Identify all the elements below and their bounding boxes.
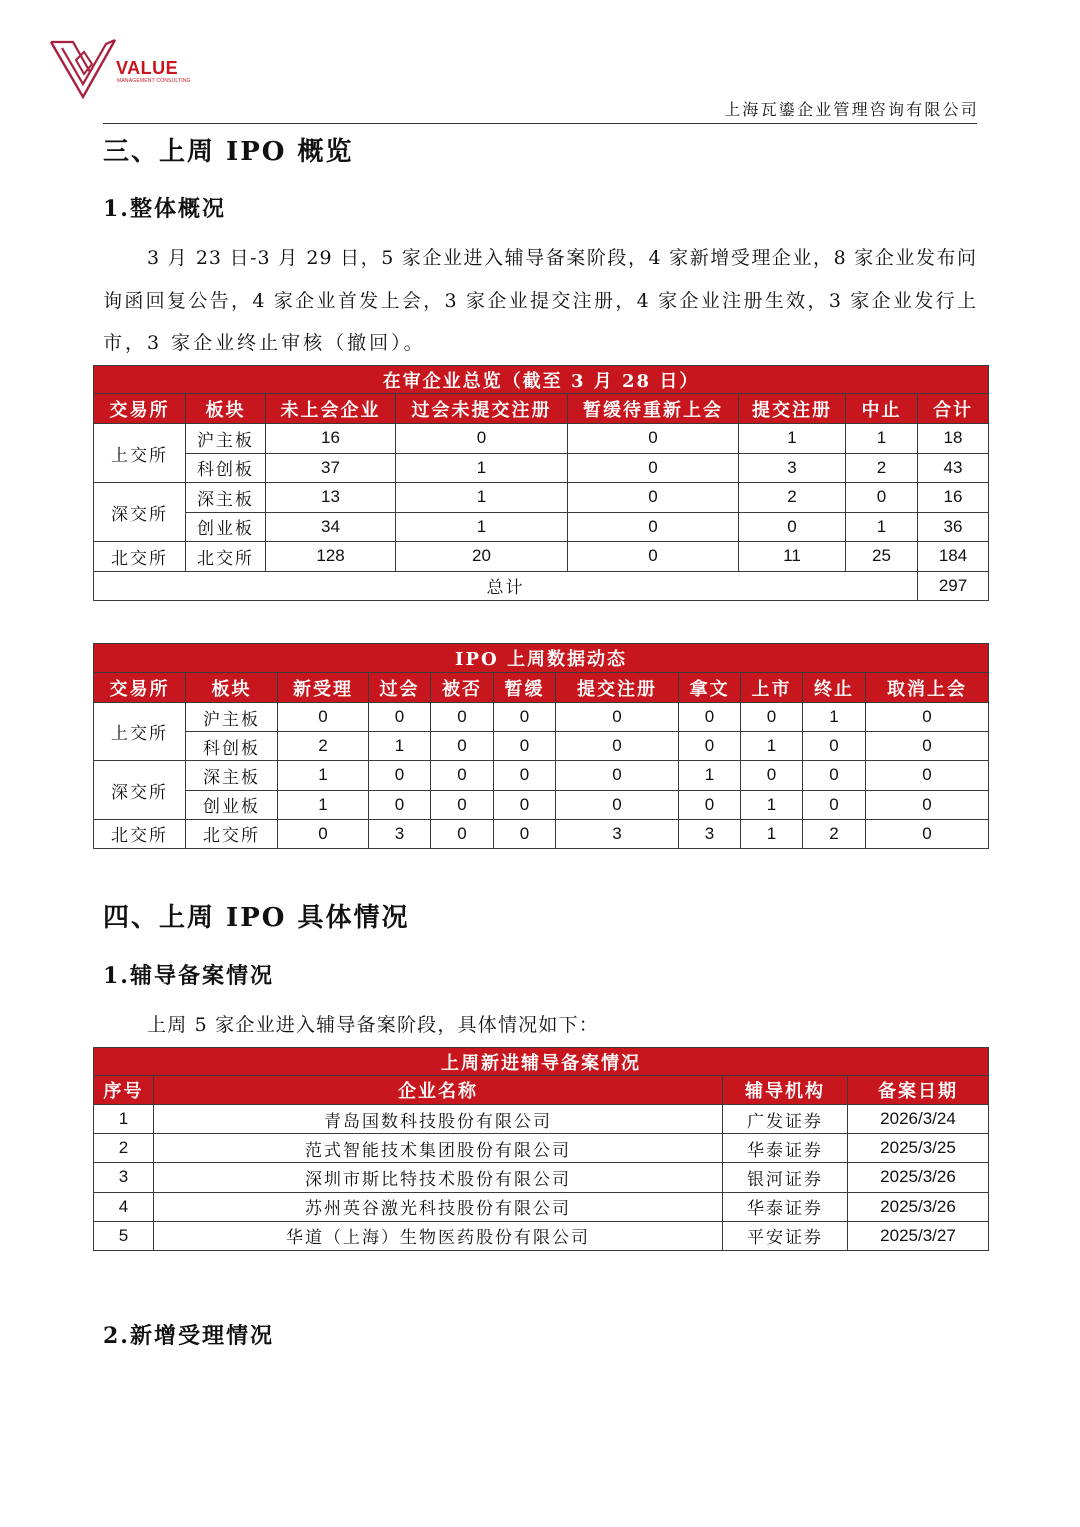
row-number-cell: 5 xyxy=(94,1221,154,1250)
value-cell: 16 xyxy=(266,424,396,454)
value-cell: 0 xyxy=(679,732,741,761)
column-header: 板块 xyxy=(186,394,266,424)
column-header: 提交注册 xyxy=(556,673,679,703)
value-cell: 3 xyxy=(739,453,846,483)
row-number-cell: 2 xyxy=(94,1134,154,1163)
board-cell: 创业板 xyxy=(186,790,278,819)
column-header: 新受理 xyxy=(278,673,369,703)
exchange-cell: 深交所 xyxy=(94,483,186,542)
column-header: 拿文 xyxy=(679,673,741,703)
total-label: 总计 xyxy=(94,571,918,601)
value-cell: 1 xyxy=(803,703,866,732)
value-cell: 0 xyxy=(568,512,739,542)
column-header: 暂缓 xyxy=(494,673,556,703)
value-cell: 1 xyxy=(739,424,846,454)
value-cell: 1 xyxy=(278,761,369,790)
value-cell: 1 xyxy=(278,790,369,819)
value-cell: 0 xyxy=(803,790,866,819)
table-row xyxy=(94,1221,989,1250)
exchange-cell: 深交所 xyxy=(94,761,186,819)
column-header: 交易所 xyxy=(94,673,186,703)
value-cell: 0 xyxy=(866,790,989,819)
value-cell: 0 xyxy=(866,819,989,848)
company-name-cell: 深圳市斯比特技术股份有限公司 xyxy=(154,1163,723,1192)
value-cell: 1 xyxy=(846,424,918,454)
value-cell: 1 xyxy=(741,819,803,848)
value-cell: 0 xyxy=(568,453,739,483)
row-number-cell: 1 xyxy=(94,1105,154,1134)
company-name-cell: 华道（上海）生物医药股份有限公司 xyxy=(154,1221,723,1250)
column-header: 上市 xyxy=(741,673,803,703)
total-value: 297 xyxy=(918,571,989,601)
table-row xyxy=(94,1192,989,1221)
value-cell: 0 xyxy=(866,732,989,761)
coaching-subtitle: 1.辅导备案情况 xyxy=(103,963,274,989)
board-cell: 北交所 xyxy=(186,542,266,572)
new-acceptance-subtitle: 2.新增受理情况 xyxy=(103,1323,274,1349)
table-row xyxy=(94,542,989,572)
coaching-intro: 上周 5 家企业进入辅导备案阶段，具体情况如下： xyxy=(147,1014,599,1036)
value-cell: 43 xyxy=(918,453,989,483)
row-number-cell: 4 xyxy=(94,1192,154,1221)
value-cell: 0 xyxy=(679,703,741,732)
value-cell: 0 xyxy=(431,790,494,819)
column-header: 过会未提交注册 xyxy=(396,394,568,424)
value-cell: 13 xyxy=(266,483,396,513)
value-cell: 0 xyxy=(278,703,369,732)
coaching-table xyxy=(93,1047,989,1251)
table-row xyxy=(94,1163,989,1192)
column-header: 终止 xyxy=(803,673,866,703)
sponsor-cell: 平安证券 xyxy=(723,1221,848,1250)
exchange-cell: 北交所 xyxy=(94,542,186,572)
logo-left-ribbon xyxy=(51,42,90,72)
exchange-cell: 北交所 xyxy=(94,819,186,848)
exchange-cell: 上交所 xyxy=(94,424,186,483)
board-cell: 深主板 xyxy=(186,483,266,513)
value-cell: 0 xyxy=(846,483,918,513)
value-cell: 16 xyxy=(918,483,989,513)
value-cell: 1 xyxy=(396,483,568,513)
table-row xyxy=(94,512,989,542)
weekly-dynamics-table xyxy=(93,643,989,849)
column-header: 中止 xyxy=(846,394,918,424)
row-number-cell: 3 xyxy=(94,1163,154,1192)
filing-date-cell: 2025/3/27 xyxy=(848,1221,989,1250)
column-header: 企业名称 xyxy=(154,1076,723,1105)
value-cell: 3 xyxy=(556,819,679,848)
sponsor-cell: 华泰证券 xyxy=(723,1134,848,1163)
board-cell: 沪主板 xyxy=(186,703,278,732)
section-3-title: 三、上周 IPO 概览 xyxy=(103,137,354,167)
board-cell: 深主板 xyxy=(186,761,278,790)
value-cell: 0 xyxy=(494,761,556,790)
column-header: 合计 xyxy=(918,394,989,424)
value-cell: 0 xyxy=(866,703,989,732)
value-cell: 0 xyxy=(431,703,494,732)
value-cell: 0 xyxy=(741,703,803,732)
table-row xyxy=(94,761,989,790)
value-cell: 37 xyxy=(266,453,396,483)
board-cell: 科创板 xyxy=(186,453,266,483)
sponsor-cell: 银河证券 xyxy=(723,1163,848,1192)
value-cell: 0 xyxy=(494,732,556,761)
value-cell: 0 xyxy=(431,732,494,761)
total-row xyxy=(94,571,989,601)
review-table xyxy=(93,365,989,601)
section-4-title: 四、上周 IPO 具体情况 xyxy=(103,903,410,933)
logo-outer-v xyxy=(51,40,115,97)
value-cell: 0 xyxy=(494,703,556,732)
value-cell: 18 xyxy=(918,424,989,454)
board-cell: 北交所 xyxy=(186,819,278,848)
value-cell: 25 xyxy=(846,542,918,572)
value-cell: 0 xyxy=(431,761,494,790)
table-row xyxy=(94,483,989,513)
value-cell: 0 xyxy=(431,819,494,848)
column-header: 取消上会 xyxy=(866,673,989,703)
value-cell: 3 xyxy=(679,819,741,848)
value-cell: 0 xyxy=(568,483,739,513)
filing-date-cell: 2025/3/26 xyxy=(848,1163,989,1192)
table-title: 在审企业总览（截至 3 月 28 日） xyxy=(94,366,989,394)
company-name-cell: 青岛国数科技股份有限公司 xyxy=(154,1105,723,1134)
board-cell: 科创板 xyxy=(186,732,278,761)
column-header: 过会 xyxy=(369,673,431,703)
value-cell: 1 xyxy=(396,453,568,483)
value-cell: 0 xyxy=(568,424,739,454)
table-header-row xyxy=(94,394,989,424)
value-cell: 0 xyxy=(556,761,679,790)
exchange-cell: 上交所 xyxy=(94,703,186,761)
overview-line: 市，3 家企业终止审核（撤回）。 xyxy=(103,332,426,354)
table-row xyxy=(94,703,989,732)
value-cell: 1 xyxy=(846,512,918,542)
value-cell: 1 xyxy=(396,512,568,542)
overview-paragraph xyxy=(103,237,977,365)
value-cell: 0 xyxy=(803,761,866,790)
table-row xyxy=(94,1105,989,1134)
value-cell: 0 xyxy=(866,761,989,790)
company-name-cell: 范式智能技术集团股份有限公司 xyxy=(154,1134,723,1163)
value-cell: 0 xyxy=(803,732,866,761)
value-cell: 0 xyxy=(369,703,431,732)
column-header: 交易所 xyxy=(94,394,186,424)
column-header: 辅导机构 xyxy=(723,1076,848,1105)
value-cell: 36 xyxy=(918,512,989,542)
value-cell: 0 xyxy=(741,761,803,790)
table-title-row xyxy=(94,644,989,673)
value-cell: 1 xyxy=(741,732,803,761)
value-cell: 20 xyxy=(396,542,568,572)
table-title-row xyxy=(94,1048,989,1076)
value-cell: 1 xyxy=(741,790,803,819)
table-header-row xyxy=(94,673,989,703)
column-header: 未上会企业 xyxy=(266,394,396,424)
value-cell: 1 xyxy=(679,761,741,790)
sponsor-cell: 华泰证券 xyxy=(723,1192,848,1221)
value-cell: 128 xyxy=(266,542,396,572)
filing-date-cell: 2025/3/26 xyxy=(848,1192,989,1221)
table-row xyxy=(94,424,989,454)
value-cell: 11 xyxy=(739,542,846,572)
overview-subtitle: 1.整体概况 xyxy=(103,196,226,222)
header-company-name: 上海瓦鎏企业管理咨询有限公司 xyxy=(724,100,979,119)
value-cell: 0 xyxy=(494,819,556,848)
value-logo-mark xyxy=(46,36,118,100)
value-cell: 3 xyxy=(369,819,431,848)
table-row xyxy=(94,453,989,483)
overview-line: 询函回复公告，4 家企业首发上会，3 家企业提交注册，4 家企业注册生效，3 家企业发行上 xyxy=(103,289,977,312)
value-cell: 2 xyxy=(803,819,866,848)
table-title: IPO 上周数据动态 xyxy=(94,644,989,673)
value-cell: 0 xyxy=(679,790,741,819)
value-cell: 2 xyxy=(846,453,918,483)
value-cell: 0 xyxy=(739,512,846,542)
column-header: 被否 xyxy=(431,673,494,703)
value-cell: 0 xyxy=(369,790,431,819)
value-cell: 34 xyxy=(266,512,396,542)
value-cell: 0 xyxy=(369,761,431,790)
column-header: 暂缓待重新上会 xyxy=(568,394,739,424)
value-cell: 0 xyxy=(568,542,739,572)
sponsor-cell: 广发证券 xyxy=(723,1105,848,1134)
table-title-row xyxy=(94,366,989,394)
value-cell: 2 xyxy=(278,732,369,761)
value-cell: 0 xyxy=(556,790,679,819)
column-header: 序号 xyxy=(94,1076,154,1105)
table-row xyxy=(94,1134,989,1163)
logo-brand-text: VALUE xyxy=(116,58,179,78)
value-cell: 2 xyxy=(739,483,846,513)
header-divider xyxy=(103,123,977,124)
table-row xyxy=(94,819,989,848)
column-header: 提交注册 xyxy=(739,394,846,424)
logo-inner-v xyxy=(62,40,115,84)
overview-line: 3 月 23 日-3 月 29 日，5 家企业进入辅导备案阶段，4 家新增受理企业，8 家企业发布问 xyxy=(147,247,977,269)
value-cell: 0 xyxy=(396,424,568,454)
table-header-row xyxy=(94,1076,989,1105)
value-cell: 0 xyxy=(556,703,679,732)
value-cell: 0 xyxy=(556,732,679,761)
filing-date-cell: 2026/3/24 xyxy=(848,1105,989,1134)
column-header: 备案日期 xyxy=(848,1076,989,1105)
board-cell: 创业板 xyxy=(186,512,266,542)
company-name-cell: 苏州英谷激光科技股份有限公司 xyxy=(154,1192,723,1221)
value-cell: 1 xyxy=(369,732,431,761)
table-row xyxy=(94,732,989,761)
value-cell: 0 xyxy=(494,790,556,819)
filing-date-cell: 2025/3/25 xyxy=(848,1134,989,1163)
table-title: 上周新进辅导备案情况 xyxy=(94,1048,989,1076)
value-cell: 0 xyxy=(278,819,369,848)
board-cell: 沪主板 xyxy=(186,424,266,454)
value-cell: 184 xyxy=(918,542,989,572)
logo-tagline: MANAGEMENT CONSULTING xyxy=(117,78,191,84)
table-row xyxy=(94,790,989,819)
column-header: 板块 xyxy=(186,673,278,703)
